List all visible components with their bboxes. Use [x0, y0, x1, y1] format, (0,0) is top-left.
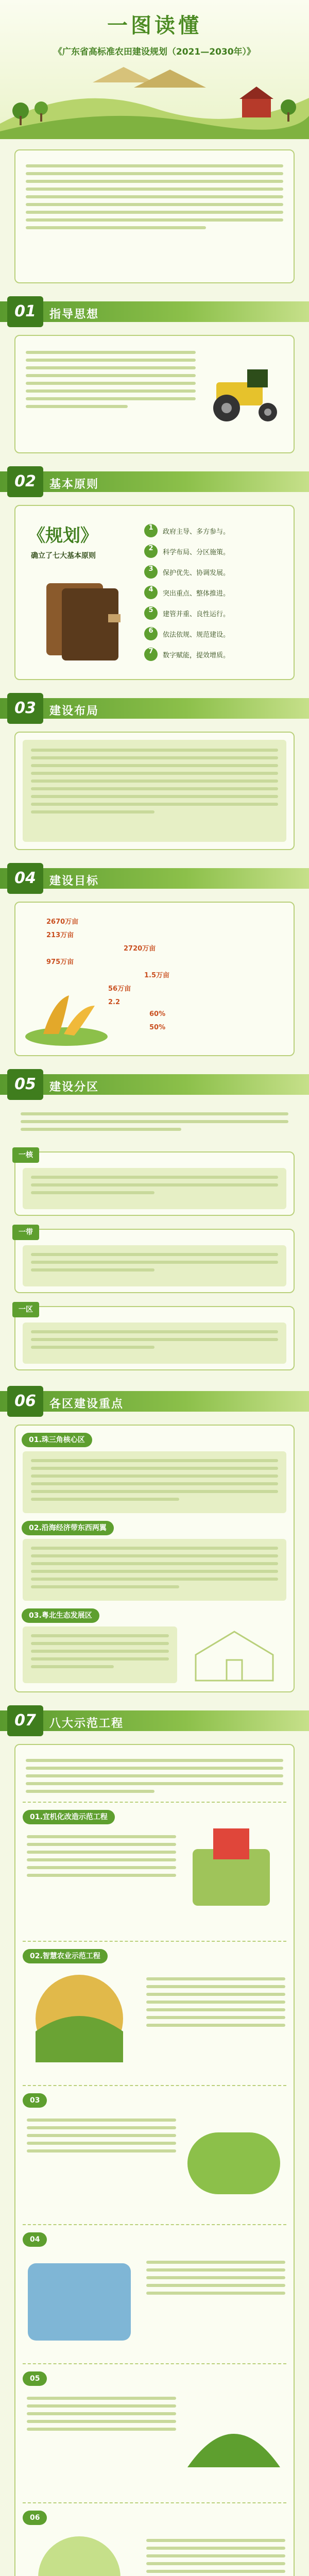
terrace-illustration [182, 2380, 285, 2483]
smart-farm-illustration [23, 1970, 136, 2067]
section-02-banner: 02 基本原则 [0, 466, 309, 497]
zone-card-belt [14, 1229, 295, 1293]
principle-item: 4 突出重点、整体推进。 [144, 582, 283, 603]
section-06-banner: 06 各区建设重点 [0, 1386, 309, 1417]
project-3: 03 [23, 2085, 286, 2214]
section-07-banner: 07 八大示范工程 [0, 1705, 309, 1736]
goals-figures: 2670万亩 213万亩 2720万亩 975万亩 1.5万亩 56万亩 2.2 [46, 918, 170, 1006]
layout-card [14, 732, 295, 850]
book-caption: 确立了七大基本原则 [31, 552, 96, 560]
project-4: 04 [23, 2224, 286, 2353]
principle-item: 7 数字赋能，提效增质。 [144, 644, 283, 665]
header-banner [0, 0, 309, 139]
project-2: 02.智慧农业示范工程 [23, 1941, 286, 2075]
principle-item: 6 依法依规、规范建设。 [144, 623, 283, 644]
principle-list [144, 520, 283, 665]
grain-field-illustration [23, 990, 110, 1047]
tractor-illustration [206, 357, 288, 429]
zone-tag-region: 一区 [12, 1302, 39, 1317]
principle-item: 5 建管并重、良性运行。 [144, 603, 283, 623]
project-6: 06 [23, 2502, 286, 2576]
goals-pct-text: 60% 50% [149, 1010, 166, 1031]
goals-card [14, 902, 295, 1056]
intro-card [14, 149, 295, 283]
key-card [14, 1425, 295, 1692]
principle-item: 3 保护优先、协调发展。 [144, 562, 283, 582]
book-icon [36, 573, 129, 666]
section-01-banner: 01 指导思想 [0, 296, 309, 327]
book-title: 《规划》 [28, 526, 98, 546]
guiding-text [26, 346, 196, 413]
section-04-banner: 04 建设目标 [0, 863, 309, 894]
page-subtitle: 《广东省高标准农田建设规划（2021—2030年）》 [53, 47, 256, 57]
project-1: 01.宜机化改造示范工程 [23, 1802, 286, 1930]
guiding-card [14, 335, 295, 453]
section-03-banner: 03 建设布局 [0, 693, 309, 724]
key-sub-1: 01.珠三角核心区 [22, 1433, 92, 1447]
principle-item: 2 科学布局、分区施策。 [144, 541, 283, 562]
projects-intro [26, 1754, 283, 1798]
barn-illustration [185, 1624, 283, 1686]
zones-intro [21, 1108, 288, 1136]
key-sub-3: 03.粤北生态发展区 [22, 1608, 99, 1623]
page-title: 一图读懂 [107, 14, 202, 38]
key-sub-2: 02.沿海经济带东西两翼 [22, 1521, 114, 1535]
zone-tag-core: 一核 [12, 1147, 39, 1163]
principles-card [14, 505, 295, 680]
projects-card [14, 1744, 295, 2576]
eco-illustration [23, 2531, 136, 2576]
intro-text [26, 160, 283, 234]
zone-card-region [14, 1306, 295, 1370]
section-05-banner: 05 建设分区 [0, 1069, 309, 1100]
project-5: 05 [23, 2363, 286, 2492]
field-illustration [182, 2102, 285, 2205]
layout-text [23, 740, 286, 842]
machinery-illustration [182, 1818, 285, 1921]
principle-item: 1 政府主导、多方参与。 [144, 520, 283, 541]
zone-tag-belt: 一带 [12, 1225, 39, 1240]
farm-landscape-illustration [0, 62, 309, 139]
zone-card-core [14, 1151, 295, 1216]
water-illustration [23, 2253, 136, 2346]
